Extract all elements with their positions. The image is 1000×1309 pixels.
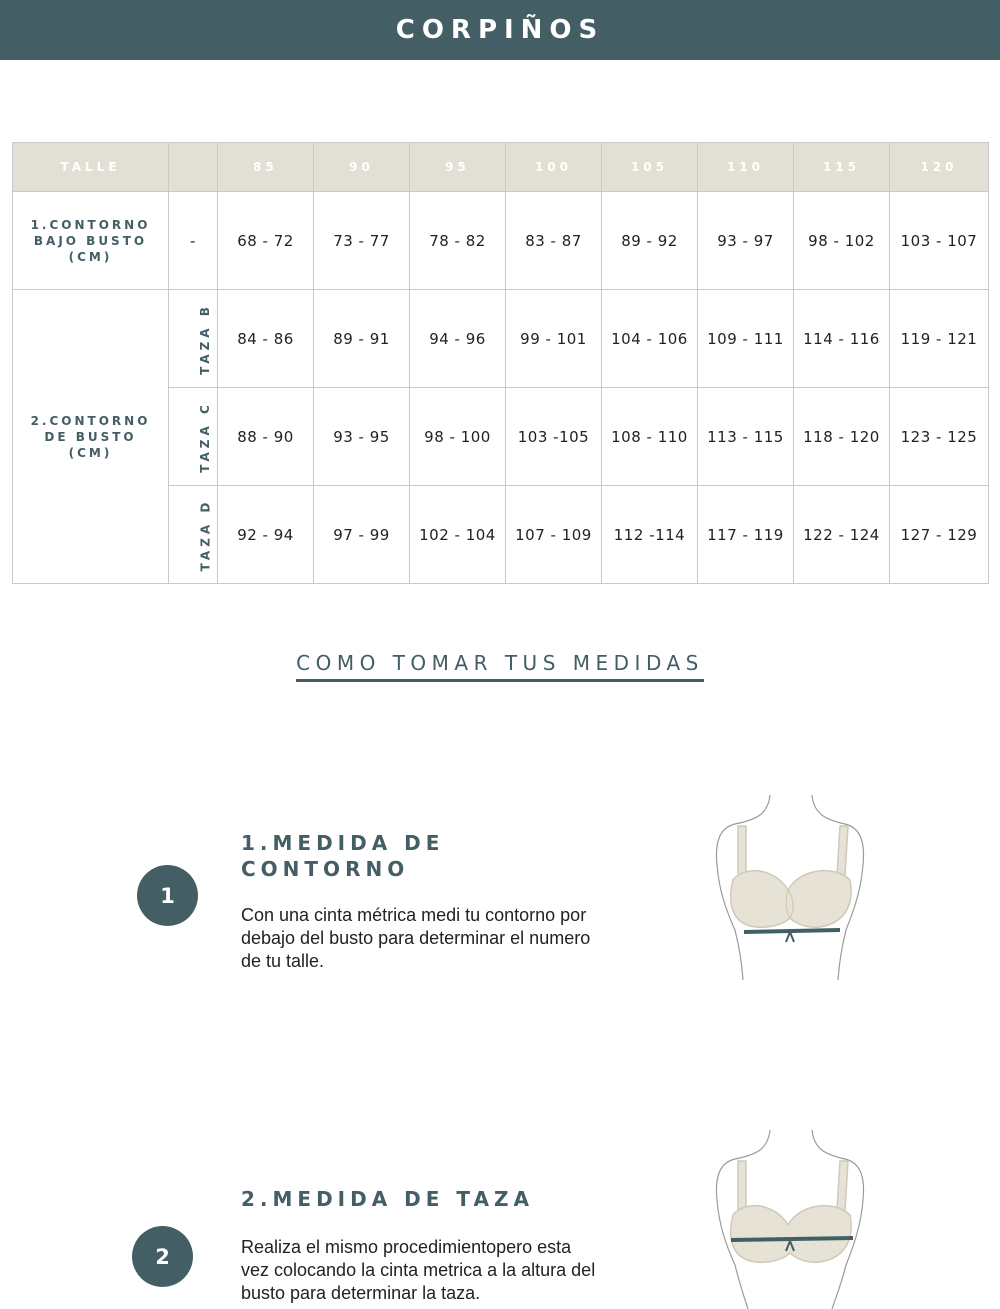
header-size: 95 [410,143,506,192]
table-row-underbust [13,192,989,290]
step-title: 2.MEDIDA DE TAZA [241,1187,534,1211]
cup-label-cell [169,388,218,486]
step-title: 1.MEDIDA DE CONTORNO [241,831,445,881]
table-cell: 94 - 96 [410,290,506,388]
step-number-badge: 2 [132,1226,193,1287]
table-cell: 107 - 109 [506,486,602,584]
bra-underbust-tape-icon [700,790,880,985]
header-size: 85 [218,143,314,192]
table-cell: 89 - 92 [602,192,698,290]
row-label-underbust: 1.CONTORNO BAJO BUSTO (CM) [13,192,169,290]
table-cell: 93 - 95 [314,388,410,486]
page-title: CORPIÑOS [395,15,605,45]
table-cell: 109 - 111 [698,290,794,388]
cup-label-d: TAZA D [198,498,213,571]
table-cell: 112 -114 [602,486,698,584]
table-cell: 123 - 125 [890,388,989,486]
table-cell: 88 - 90 [218,388,314,486]
table-cell: 78 - 82 [410,192,506,290]
header-size: 120 [890,143,989,192]
step-description: Con una cinta métrica medi tu contorno por debajo del busto para determinar el numero de tu talle. [241,905,591,971]
table-cell: 118 - 120 [794,388,890,486]
cup-label-b: TAZA B [197,302,212,375]
table-cell: 98 - 100 [410,388,506,486]
howto-title: COMO TOMAR TUS MEDIDAS [296,651,704,682]
table-cell: 117 - 119 [698,486,794,584]
step-number-badge: 1 [137,865,198,926]
bra-bust-tape-icon [700,1125,880,1309]
table-cell: 103 - 107 [890,192,989,290]
table-cell: 99 - 101 [506,290,602,388]
table-cell: 84 - 86 [218,290,314,388]
table-cell: 98 - 102 [794,192,890,290]
header-empty [169,143,218,192]
table-cell: 113 - 115 [698,388,794,486]
header-size: 100 [506,143,602,192]
table-cell: 93 - 97 [698,192,794,290]
header-talle: TALLE [13,143,169,192]
table-cell: 92 - 94 [218,486,314,584]
table-cell: 127 - 129 [890,486,989,584]
table-cell: 104 - 106 [602,290,698,388]
table-cell: 68 - 72 [218,192,314,290]
row-label-bust: 2.CONTORNO DE BUSTO (CM) [13,290,169,584]
howto-heading [0,651,1000,682]
table-cell: 114 - 116 [794,290,890,388]
row-sub-dash: - [169,192,218,290]
title-bar [0,0,1000,60]
cup-label-c: TAZA C [197,400,212,473]
table-cell: 83 - 87 [506,192,602,290]
header-size: 105 [602,143,698,192]
header-size: 110 [698,143,794,192]
table-cell: 97 - 99 [314,486,410,584]
cup-label-cell [169,290,218,388]
table-cell: 119 - 121 [890,290,989,388]
table-cell: 102 - 104 [410,486,506,584]
table-cell: 122 - 124 [794,486,890,584]
table-cell: 103 -105 [506,388,602,486]
header-size: 115 [794,143,890,192]
cup-label-cell [169,486,218,584]
size-table [12,142,989,584]
table-cell: 89 - 91 [314,290,410,388]
step-description: Realiza el mismo procedimientopero esta vez colocando la cinta metrica a la altura del busto para determinar la taza. [241,1237,596,1303]
header-row [13,143,989,192]
table-cell: 108 - 110 [602,388,698,486]
table-cell: 73 - 77 [314,192,410,290]
header-size: 90 [314,143,410,192]
table-row-cup-b [13,290,989,388]
